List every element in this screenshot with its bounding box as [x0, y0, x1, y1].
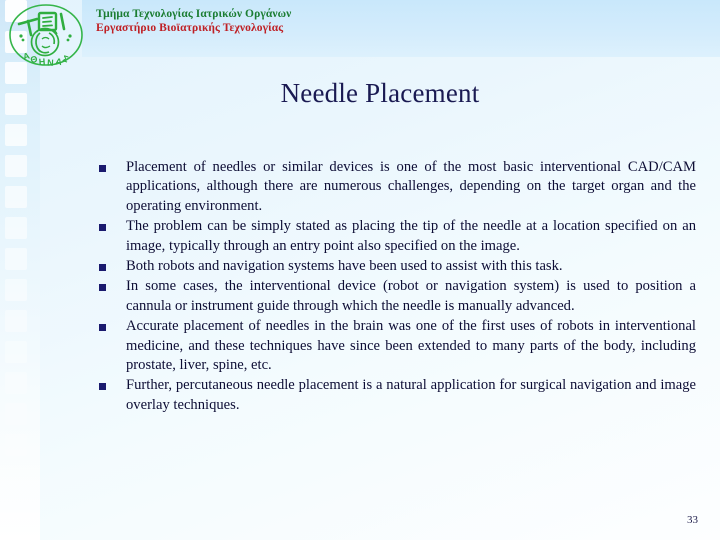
- decorative-square: [5, 341, 27, 363]
- list-item: [96, 257, 696, 276]
- square-bullet-icon: [99, 224, 106, 231]
- page-title: Needle Placement: [280, 78, 480, 108]
- svg-text:Σ: Σ: [61, 53, 70, 65]
- list-item-text: In some cases, the interventional device (robot or navigation system) is used to position a cannula or instrument guide through which the needle is manually advanced.: [126, 278, 696, 314]
- list-item: [96, 158, 696, 216]
- decorative-square: [5, 372, 27, 394]
- decorative-square: [5, 186, 27, 208]
- decorative-square: [5, 279, 27, 301]
- decorative-left-strip: [0, 0, 40, 540]
- bullet-list: [96, 158, 696, 416]
- list-item-text: Placement of needles or similar devices is one of the most basic interventional CAD/CAM applications, although there are numerous challenges, depending on the target organ and the operating environment.: [126, 159, 696, 214]
- page-number: 33: [687, 514, 698, 526]
- decorative-square: [5, 403, 27, 425]
- decorative-square: [5, 155, 27, 177]
- square-bullet-icon: [99, 383, 106, 390]
- list-item: [96, 317, 696, 375]
- svg-text:Η: Η: [38, 56, 46, 67]
- decorative-square: [5, 93, 27, 115]
- laboratory-name: Εργαστήριο Βιοϊατρικής Τεχνολογίας: [96, 21, 284, 34]
- decorative-square-column: [5, 0, 29, 540]
- decorative-square: [5, 496, 27, 518]
- list-item: [96, 217, 696, 256]
- svg-text:Α: Α: [54, 56, 63, 68]
- list-item: [96, 376, 696, 415]
- list-item-text: The problem can be simply stated as placing the tip of the needle at a location specified on an image, typically through an entry point also specified on the image.: [126, 218, 696, 254]
- decorative-square: [5, 310, 27, 332]
- svg-text:Ν: Ν: [46, 57, 54, 68]
- decorative-square: [5, 434, 27, 456]
- decorative-square: [5, 248, 27, 270]
- square-bullet-icon: [99, 324, 106, 331]
- department-name: Τμήμα Τεχνολογίας Ιατρικών Οργάνων: [96, 8, 292, 20]
- svg-text:Α: Α: [21, 50, 31, 62]
- decorative-square: [5, 465, 27, 487]
- tei-athinas-logo: [6, 2, 86, 68]
- list-item-text: Further, percutaneous needle placement is a natural application for surgical navigation and image overlay techniques.: [126, 377, 696, 413]
- square-bullet-icon: [99, 284, 106, 291]
- square-bullet-icon: [99, 165, 106, 172]
- list-item-text: Accurate placement of needles in the brain was one of the first uses of robots in interventional medicine, and these techniques have since been extended to many parts of the body, including prostate, liver, spine, etc.: [126, 318, 696, 374]
- svg-text:Θ: Θ: [29, 53, 39, 65]
- header-institution-text: [96, 8, 291, 35]
- square-bullet-icon: [99, 264, 106, 271]
- decorative-square: [5, 217, 27, 239]
- list-item: [96, 277, 696, 316]
- list-item-text: Both robots and navigation systems have been used to assist with this task.: [126, 258, 563, 275]
- decorative-square: [5, 124, 27, 146]
